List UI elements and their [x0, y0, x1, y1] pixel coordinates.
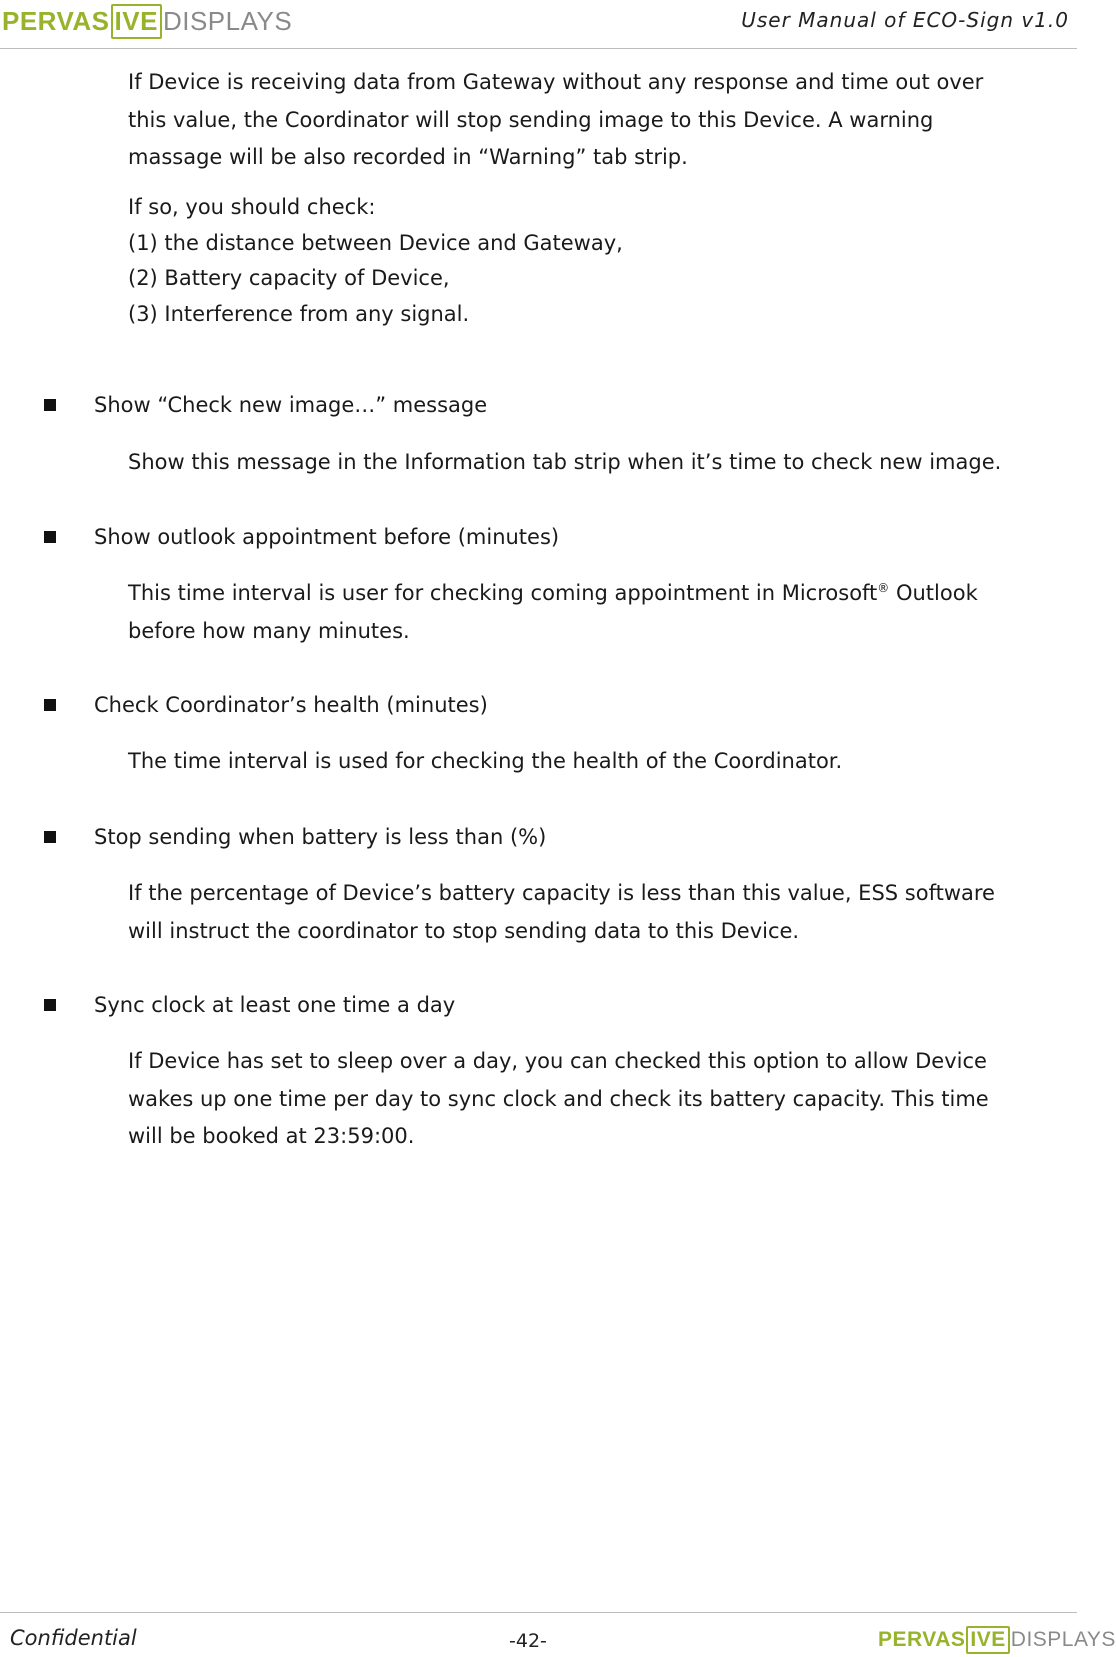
text-line: will instruct the coordinator to stop sending data to this Device. [128, 918, 800, 943]
section-body [128, 575, 1073, 650]
square-bullet-icon [44, 399, 56, 411]
logo-text-3: D [1010, 1628, 1027, 1651]
section-heading-text: Sync clock at least one time a day [94, 993, 456, 1017]
logo-text-1: PERVAS [878, 1628, 966, 1651]
square-bullet-icon [44, 531, 56, 543]
text-line: before how many minutes. [128, 618, 410, 643]
check-item: (3) Interference from any signal. [128, 301, 470, 326]
section-body [128, 743, 1073, 781]
page-number: -42- [509, 1630, 547, 1652]
text-line: wakes up one time per day to sync clock and check its battery capacity. This time [128, 1086, 989, 1111]
section-heading [44, 822, 546, 852]
confidential-label: Confidential [10, 1626, 137, 1650]
text-line: If Device is receiving data from Gateway without any response and time out over [128, 70, 984, 94]
section-heading-text: Show outlook appointment before (minutes) [94, 525, 560, 549]
text-line [128, 575, 1073, 613]
section-body [128, 444, 1073, 482]
logo-text-3: D [162, 6, 183, 36]
text-line: If Device has set to sleep over a day, you can checked this option to allow Device [128, 1049, 987, 1073]
section-body [128, 875, 1073, 950]
check-list [128, 190, 1073, 332]
section-heading-text: Show “Check new image…” message [94, 393, 488, 417]
text-line: If the percentage of Device’s battery capacity is less than this value, ESS software [128, 881, 995, 905]
square-bullet-icon [44, 831, 56, 843]
intro-paragraph [128, 64, 1073, 177]
section-heading-text: Check Coordinator’s health (minutes) [94, 693, 488, 717]
text-line: massage will be also recorded in “Warning” tab strip. [128, 145, 688, 169]
pervasive-displays-logo-footer [878, 1626, 1116, 1654]
square-bullet-icon [44, 699, 56, 711]
text-fragment: Outlook [889, 581, 978, 605]
section-heading [44, 390, 487, 420]
text-fragment: This time interval is user for checking coming appointment in Microsoft [128, 581, 878, 605]
text-line: The time interval is used for checking the health of the Coordinator. [128, 749, 843, 773]
text-line: will be booked at 23:59:00. [128, 1124, 415, 1148]
square-bullet-icon [44, 999, 56, 1011]
text-line: Show this message in the Information tab strip when it’s time to check new image. [128, 450, 1002, 474]
section-body [128, 1043, 1073, 1156]
logo-text-1: PERVAS [2, 6, 110, 36]
section-heading [44, 522, 559, 552]
logo-text-2: IVE [966, 1626, 1009, 1654]
registered-mark: ® [877, 581, 890, 595]
section-heading [44, 690, 488, 720]
document-title: User Manual of ECO-Sign v1.0 [741, 8, 1069, 32]
text-line: this value, the Coordinator will stop sending image to this Device. A warning [128, 107, 934, 132]
logo-text-2: IVE [111, 4, 162, 39]
check-intro: If so, you should check: [128, 195, 376, 219]
check-item: (2) Battery capacity of Device, [128, 266, 450, 290]
pervasive-displays-logo [2, 4, 292, 39]
check-item: (1) the distance between Device and Gateway, [128, 230, 623, 255]
section-heading [44, 990, 455, 1020]
logo-text-4: ISPLAYS [182, 6, 293, 36]
logo-text-4: ISPLAYS [1026, 1628, 1116, 1651]
section-heading-text: Stop sending when battery is less than (%) [94, 825, 547, 849]
